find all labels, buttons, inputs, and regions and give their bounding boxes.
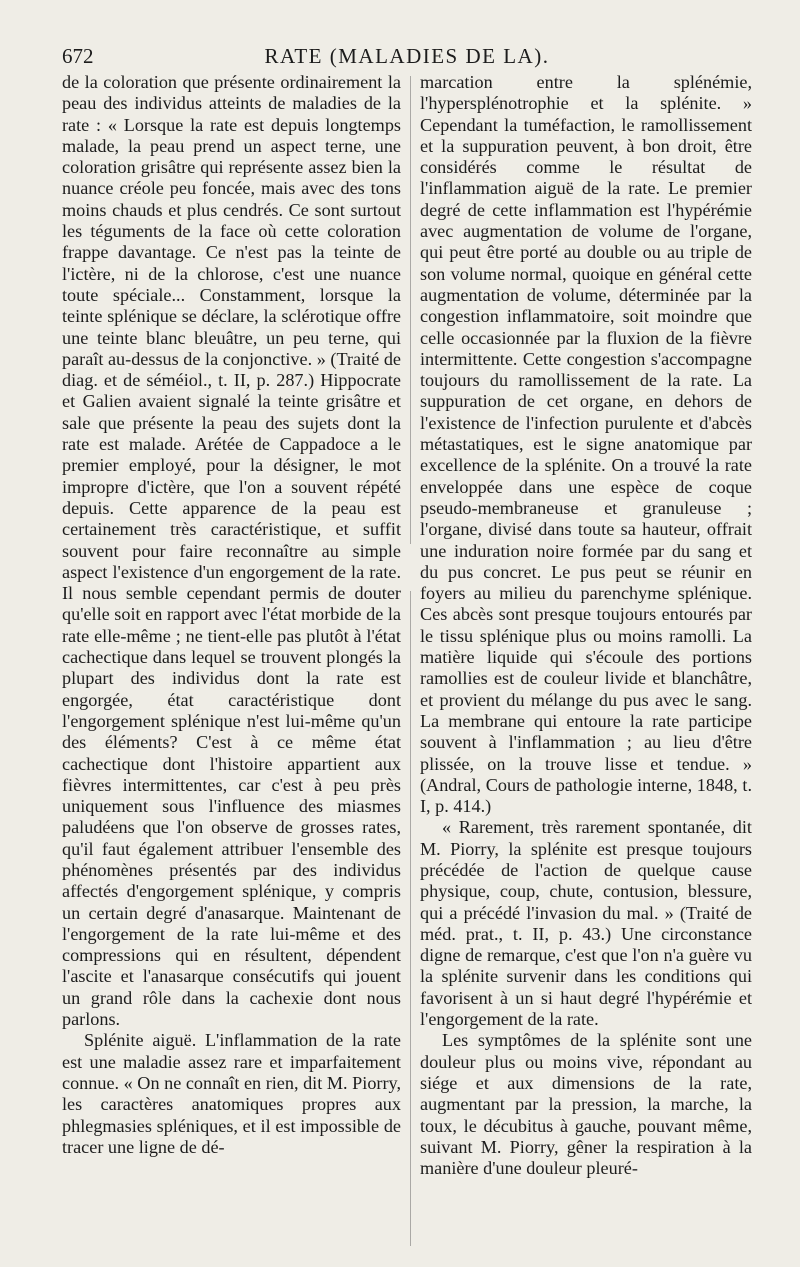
right-paragraph-2: « Rarement, très rarement spontanée, dit M. Piorry, la splénite est presque toujours précédée de l'action de quelque cause physique, coup, chute, contusion, blessure, qui a précédé l'invasion du mal. » (Traité de méd. prat., t. II, p. 43.) Une circonstance digne de remarque, c'est que l'on n'a guère vu la splénite survenir dans les conditions qui favorisent à un si haut degré l'hypérémie et l'engorgement de la rate. <box>420 817 752 1030</box>
right-column <box>420 72 752 1179</box>
page-number: 672 <box>62 44 94 68</box>
left-column <box>62 72 401 1158</box>
column-divider <box>410 76 411 1246</box>
left-paragraph-1: de la coloration que présente ordinairement la peau des individus atteints de maladies de la rate : « Lorsque la rate est depuis longtemps malade, la peau prend un aspect terne, une coloration grisâtre qui représente assez bien la nuance créole peu foncée, mais avec des tons moins chauds et plus cendrés. Ce sont surtout les téguments de la face où cette coloration frappe davantage. Ce n'est pas la teinte de l'ictère, ni de la chlorose, c'est une nuance toute spéciale... Constamment, lorsque la teinte splénique se déclare, la sclérotique offre une teinte blanc bleuâtre, un peu terne, qui paraît au-dessus de la conjonctive. » (Traité de diag. et de séméiol., t. II, p. 287.) Hippocrate et Galien avaient signalé la teinte grisâtre et sale que présente la peau des sujets dont la rate est malade. Arétée de Cappadoce a le premier employé, pour la désigner, le mot impropre d'ictère, que l'on a souvent répété depuis. Cette apparence de la peau est certainement très caractéristique, et suffit souvent pour faire reconnaître au simple aspect l'existence d'un engorgement de la rate. Il nous semble cependant permis de douter qu'elle soit en rapport avec l'état morbide de la rate elle-même ; ne tient-elle pas plutôt à l'état cachectique dans lequel se trouvent plongés la plupart des individus dont la rate est engorgée, état caractéristique dont l'engorgement splénique n'est lui-même qu'un des éléments? C'est à ce même état cachectique dont l'histoire appartient aux fièvres intermittentes, car c'est à peu près uniquement sous l'influence des miasmes paludéens que l'on observe de grosses rates, qu'il faut également attribuer l'ensemble des phénomènes présentés par des individus affectés d'engorgement splénique, y compris un certain degré d'anasarque. Maintenant de l'engorgement de la rate lui-même et des compressions qui en résultent, dépendent l'ascite et l'anasarque consécutifs qui jouent un grand rôle dans la cachexie dont nous parlons. <box>62 72 401 1030</box>
page-header <box>62 44 752 74</box>
left-paragraph-2: Splénite aiguë. L'inflammation de la rate est une maladie assez rare et imparfaitement connue. « On ne connaît en rien, dit M. Piorry, les caractères anatomiques propres aux phlegmasies spléniques, et il est impossible de tracer une ligne de dé- <box>62 1030 401 1157</box>
right-paragraph-1: marcation entre la splénémie, l'hypersplénotrophie et la splénite. » Cependant la tuméfaction, le ramollissement et la suppuration peuvent, à bon droit, être considérés comme le résultat de l'inflammation aiguë de la rate. Le premier degré de cette inflammation est l'hypérémie avec augmentation de volume de l'organe, qui peut être porté au double ou au triple de son volume normal, quoique en général cette augmentation de volume, déterminée par la congestion inflammatoire, soit moindre que celle occasionnée par la fluxion de la fièvre intermittente. Cette congestion s'accompagne toujours du ramollissement de la rate. La suppuration de cet organe, en dehors de l'existence de l'infection purulente et d'abcès métastatiques, est le signe anatomique par excellence de la splénite. On a trouvé la rate enveloppée dans une espèce de coque pseudo-membraneuse et granuleuse ; l'organe, divisé dans toute sa hauteur, offrait une induration noire formée par du sang et du pus concret. Le pus peut se réunir en foyers au milieu du parenchyme splénique. Ces abcès sont presque toujours entourés par le tissu splénique plus ou moins ramolli. La matière liquide qui s'écoule des portions ramollies est de couleur livide et blanchâtre, et provient du mélange du pus avec le sang. La membrane qui entoure la rate participe souvent à l'inflammation ; au lieu d'être plissée, on la trouve lisse et tendue. » (Andral, Cours de pathologie interne, 1848, t. I, p. 414.) <box>420 72 752 817</box>
running-title: RATE (MALADIES DE LA). <box>264 44 550 68</box>
right-paragraph-3: Les symptômes de la splénite sont une douleur plus ou moins vive, répondant au siége et aux dimensions de la rate, augmentant par la pression, la marche, la toux, le décubitus à gauche, pouvant même, suivant M. Piorry, gêner la respiration à la manière d'une douleur pleuré- <box>420 1030 752 1179</box>
